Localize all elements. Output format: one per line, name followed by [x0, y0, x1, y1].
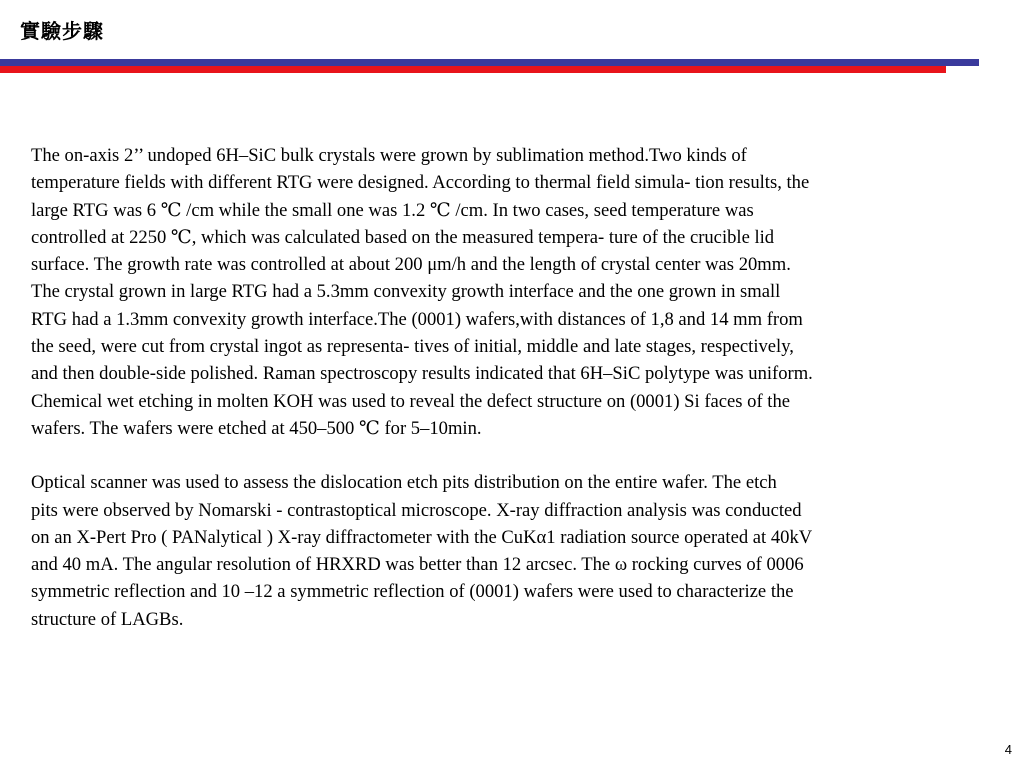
slide-body: [31, 142, 1006, 633]
paragraph-spacer: [31, 442, 1006, 469]
page-number: 4: [1004, 742, 1012, 757]
title-divider-red-bar: [0, 66, 946, 73]
slide-title: 實驗步驟: [20, 19, 104, 43]
body-paragraph-1: The on-axis 2’’ undoped 6H–SiC bulk crystals were grown by sublimation method.Two kinds of temperature fields with different RTG were designed. According to thermal field simula- tion results, the large RTG was 6 ℃ /cm while the small one was 1.2 ℃ /cm. In two cases, seed temperature was controlled at 2250 ℃, which was calculated based on the measured tempera- ture of the crucible lid surface. The growth rate was controlled at about 200 μm/h and the length of crystal center was 20mm. The crystal grown in large RTG had a 5.3mm convexity growth interface and the one grown in small RTG had a 1.3mm convexity growth interface.The (0001) wafers,with distances of 1,8 and 14 mm from the seed, were cut from crystal ingot as representa- tives of initial, middle and late stages, respectively, and then double-side polished. Raman spectroscopy results indicated that 6H–SiC polytype was uniform. Chemical wet etching in molten KOH was used to reveal the defect structure on (0001) Si faces of the wafers. The wafers were etched at 450–500 ℃ for 5–10min.: [31, 145, 813, 439]
body-paragraph-2: Optical scanner was used to assess the dislocation etch pits distribution on the entire wafer. The etch pits were observed by Nomarski - contrastoptical microscope. X-ray diffraction analysis was conducted on an X-Pert Pro ( PANalytical ) X-ray diffractometer with the CuKα1 radiation source operated at 40kV and 40 mA. The angular resolution of HRXRD was better than 12 arcsec. The ω rocking curves of 0006 symmetric reflection and 10 –12 a symmetric reflection of (0001) wafers were used to characterize the structure of LAGBs.: [31, 472, 813, 630]
title-divider-blue-bar: [0, 59, 979, 66]
